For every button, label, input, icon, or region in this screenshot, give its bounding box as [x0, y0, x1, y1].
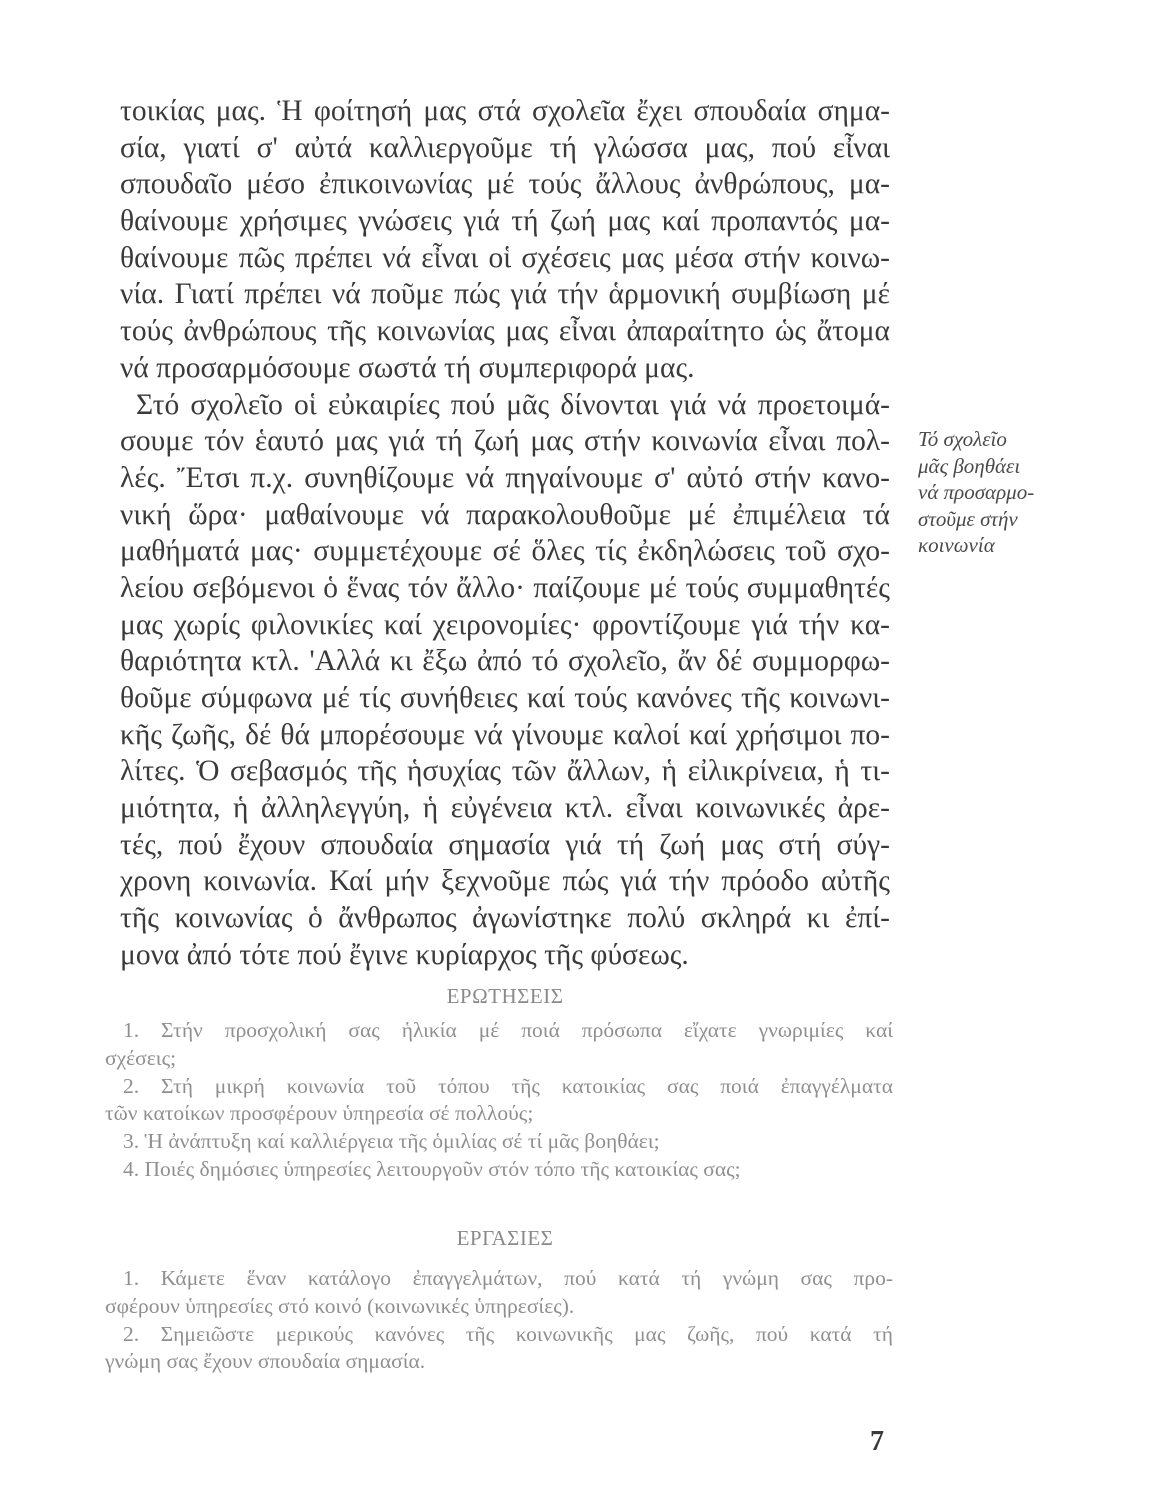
questions-list: [105, 1017, 893, 1184]
question-line: 3. Ἡ ἀνάπτυξη καί καλλιέργεια τῆς ὁμιλίας σέ τί μᾶς βοηθάει;: [123, 1129, 660, 1154]
task-line: γνώμη σας ἔχουν σπουδαία σημασία.: [105, 1349, 426, 1374]
question-line: 4. Ποιές δημόσιες ὑπηρεσίες λειτουργοῦν στόν τόπο τῆς κατοικίας σας;: [123, 1156, 741, 1181]
body-line: λίτες. Ὁ σεβασμός τῆς ἡσυχίας τῶν ἄλλων, ἡ εἰλικρίνεια, ἡ τι-: [120, 755, 890, 788]
tasks-title: ΕΡΓΑΣΙΕΣ: [456, 1226, 554, 1250]
body-line: θαριότητα κτλ. 'Αλλά κι ἔξω ἀπό τό σχολεῖο, ἄν δέ συμμορφω-: [120, 645, 890, 678]
margin-note: [918, 426, 1068, 559]
body-line: σουμε τόν ἑαυτό μας γιά τή ζωή μας στήν κοινωνία εἶναι πολ-: [120, 425, 890, 458]
question-line: σχέσεις;: [105, 1045, 177, 1070]
question-line: 2. Στή μικρή κοινωνία τοῦ τόπου τῆς κατοικίας σας ποιά ἐπαγγέλματα: [123, 1073, 893, 1098]
body-line: σπουδαῖο μέσο ἐπικοινωνίας μέ τούς ἄλλους ἀνθρώπους, μα-: [120, 168, 890, 201]
margin-note-line: κοινωνία: [918, 533, 995, 557]
body-line: λές. Ἔτσι π.χ. συνηθίζουμε νά πηγαίνουμε σ' αὐτό στήν κανο-: [120, 461, 890, 494]
body-line: νική ὥρα· μαθαίνουμε νά παρακολουθοῦμε μέ ἐπιμέλεια τά: [120, 498, 890, 531]
question-line: τῶν κατοίκων προσφέρουν ὑπηρεσία σέ πολλούς;: [105, 1101, 534, 1126]
tasks-list: [105, 1265, 893, 1376]
body-line: τούς ἀνθρώπους τῆς κοινωνίας μας εἶναι ἀπαραίτητο ὡς ἄτομα: [120, 315, 890, 348]
body-line: νά προσαρμόσουμε σωστά τή συμπεριφορά μας.: [120, 351, 695, 384]
body-line: χρονη κοινωνία. Καί μήν ξεχνοῦμε πώς γιά τήν πρόοδο αὐτῆς: [120, 865, 890, 898]
margin-note-line: Τό σχολεῖο: [918, 427, 1007, 451]
margin-note-line: στοῦμε στήν: [918, 506, 1018, 531]
body-line: μαθήματά μας· συμμετέχουμε σέ ὅλες τίς ἐκδηλώσεις τοῦ σχο-: [120, 535, 890, 568]
body-line: τές, πού ἔχουν σπουδαία σημασία γιά τή ζωή μας στή σύγ-: [120, 828, 890, 861]
body-line: κῆς ζωῆς, δέ θά μπορέσουμε νά γίνουμε καλοί καί χρήσιμοι πο-: [120, 718, 890, 751]
body-line: μιότητα, ἡ ἀλληλεγγύη, ἡ εὐγένεια κτλ. εἶναι κοινωνικές ἀρε-: [120, 792, 890, 825]
body-line: τῆς κοινωνίας ὁ ἄνθρωπος ἀγωνίστηκε πολύ σκληρά κι ἐπί-: [120, 902, 890, 935]
body-line: Στό σχολεῖο οἱ εὐκαιρίες πού μᾶς δίνονται γιά νά προετοιμά-: [136, 388, 890, 421]
body-line: νία. Γιατί πρέπει νά ποῦμε πώς γιά τήν ἁρμονική συμβίωση μέ: [120, 278, 890, 311]
body-line: τοικίας μας. Ἡ φοίτησή μας στά σχολεῖα ἔχει σπουδαία σημα-: [120, 95, 890, 127]
margin-note-line: μᾶς βοηθάει: [918, 453, 1021, 478]
body-line: λείου σεβόμενοι ὁ ἕνας τόν ἄλλο· παίζουμε μέ τούς συμμαθητές: [120, 571, 890, 604]
body-line: θοῦμε σύμφωνα μέ τίς συνήθειες καί τούς κανόνες τῆς κοινωνι-: [120, 682, 890, 714]
task-line: σφέρουν ὑπηρεσίες στό κοινό (κοινωνικές ὑπηρεσίες).: [105, 1293, 575, 1318]
body-line: θαίνουμε χρήσιμες γνώσεις γιά τή ζωή μας καί προπαντός μα-: [120, 205, 890, 238]
page-number: 7: [870, 1426, 884, 1457]
questions-title: ΕΡΩΤΗΣΕΙΣ: [446, 984, 564, 1008]
body-text: [120, 93, 890, 974]
margin-note-line: νά προσαρμο-: [918, 480, 1035, 504]
body-line: μας χωρίς φιλονικίες καί χειρονομίες· φροντίζουμε γιά τήν κα-: [120, 608, 890, 641]
body-line: θαίνουμε πῶς πρέπει νά εἶναι οἱ σχέσεις μας μέσα στήν κοινω-: [120, 241, 890, 274]
body-line: μονα ἀπό τότε πού ἔγινε κυρίαρχος τῆς φύσεως.: [120, 938, 689, 971]
task-line: 2. Σημειῶστε μερικούς κανόνες τῆς κοινωνικῆς μας ζωῆς, πού κατά τή: [123, 1321, 893, 1346]
question-line: 1. Στήν προσχολική σας ἡλικία μέ ποιά πρόσωπα εἴχατε γνωριμίες καί: [123, 1018, 893, 1042]
task-line: 1. Κάμετε ἕναν κατάλογο ἐπαγγελμάτων, πού κατά τή γνώμη σας προ-: [123, 1266, 893, 1290]
body-line: σία, γιατί σ' αὐτά καλλιεργοῦμε τή γλώσσα μας, πού εἶναι: [120, 131, 890, 164]
